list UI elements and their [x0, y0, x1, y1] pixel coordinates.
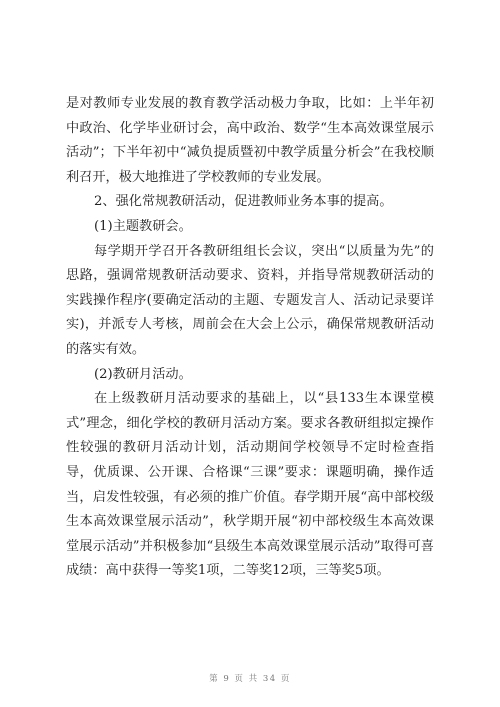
paragraph-continuation: 是对教师专业发展的教育教学活动极力争取，比如：上半年初中政治、化学毕业研讨会，高中政治、数学“生本高效课堂展示活动”；下半年初中“减负提质暨初中教学质量分析会”在我校顺利召开，极大地推进了学校教师的专业发展。	[66, 96, 434, 185]
paragraph-theme-meeting: 每学期开学召开各教研组组长会议，突出“以质量为先”的思路，强调常规教研活动要求、资料，并指导常规教研活动的实践操作程序(要确定活动的主题、专题发言人、活动记录要详实)，并派专人考核，周前会在大会上公示，确保常规教研活动的落实有效。	[66, 243, 434, 357]
page-number-footer: 第 9 页 共 34 页	[209, 674, 291, 684]
subheading-research-month: (2)教研月活动。	[94, 366, 192, 382]
subheading-theme-meeting: (1)主题教研会。	[94, 218, 192, 234]
section-heading-strengthen-research: 2、强化常规教研活动，促进教师业务本事的提高。	[94, 194, 393, 210]
document-body	[66, 92, 434, 584]
paragraph-research-month: 在上级教研月活动要求的基础上，以“县133生本课堂模式”理念，细化学校的教研月活动方案。要求各教研组拟定操作性较强的教研月活动计划，活动期间学校领导不定时检查指导，优质课、公开课、合格课“三课”要求：课题明确，操作适当，启发性较强，有必须的推广价值。春学期开展“高中部校级生本高效课堂展示活动”，秋学期开展“初中部校级生本高效课堂展示活动”并积极参加“县级生本高效课堂展示活动”取得可喜成绩：高中获得一等奖1项，二等奖12项，三等奖5项。	[66, 391, 434, 579]
